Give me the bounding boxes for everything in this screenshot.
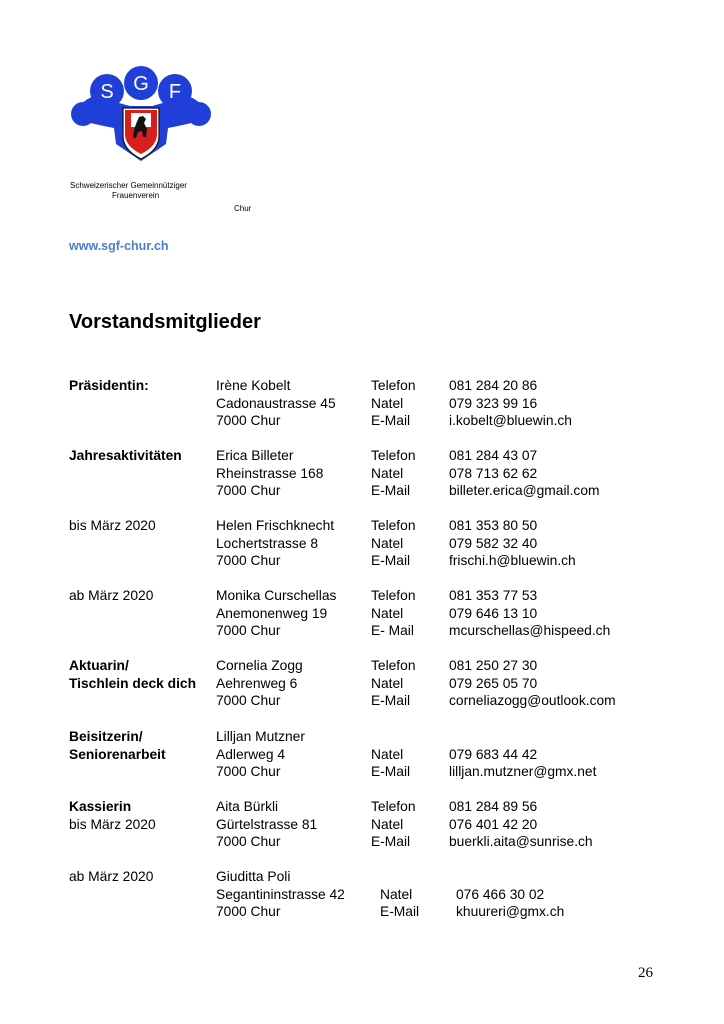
contact-value: lilljan.mutzner@gmx.net xyxy=(449,764,597,779)
website-link[interactable]: www.sgf-chur.ch xyxy=(69,239,169,253)
member-address-line: Monika Curschellas xyxy=(216,588,337,603)
role-label: Präsidentin: xyxy=(69,378,149,393)
role-label: bis März 2020 xyxy=(69,518,156,533)
member-address-line: Lochertstrasse 8 xyxy=(216,536,318,551)
logo-letter-s: S xyxy=(100,81,114,103)
member-address-line: 7000 Chur xyxy=(216,413,281,428)
contact-type-label: Telefon xyxy=(371,658,416,673)
member-address-line: Segantininstrasse 42 xyxy=(216,887,345,902)
contact-type-label: Natel xyxy=(371,747,404,762)
contact-type-label: E-Mail xyxy=(371,764,411,779)
member-address-line: Helen Frischknecht xyxy=(216,518,335,533)
contact-value: 081 284 89 56 xyxy=(449,799,538,814)
contact-value: frischi.h@bluewin.ch xyxy=(449,553,576,568)
member-address-line: Adlerweg 4 xyxy=(216,747,286,762)
member-address-line: Gürtelstrasse 81 xyxy=(216,817,318,832)
role-label: Kassierin xyxy=(69,799,132,814)
contact-type-label: Telefon xyxy=(371,588,416,603)
contact-type-label: Natel xyxy=(380,887,413,902)
role-label: Jahresaktivitäten xyxy=(69,448,182,463)
contact-value: corneliazogg@outlook.com xyxy=(449,693,616,708)
page-number: 26 xyxy=(638,965,653,981)
role-label: ab März 2020 xyxy=(69,588,154,603)
page-title: Vorstandsmitglieder xyxy=(69,311,261,333)
contact-value: mcurschellas@hispeed.ch xyxy=(449,623,611,638)
role-label: ab März 2020 xyxy=(69,869,154,884)
contact-type-label: E- Mail xyxy=(371,623,414,638)
member-address-line: 7000 Chur xyxy=(216,904,281,919)
contact-value: buerkli.aita@sunrise.ch xyxy=(449,834,593,849)
member-address-line: 7000 Chur xyxy=(216,553,281,568)
logo-letter-g: G xyxy=(133,73,149,95)
contact-type-label: Telefon xyxy=(371,378,416,393)
member-address-line: 7000 Chur xyxy=(216,623,281,638)
contact-value: 081 250 27 30 xyxy=(449,658,538,673)
contact-value: 079 683 44 42 xyxy=(449,747,538,762)
contact-type-label: Natel xyxy=(371,676,404,691)
contact-type-label: Telefon xyxy=(371,799,416,814)
member-address-line: Cornelia Zogg xyxy=(216,658,303,673)
contact-type-label: E-Mail xyxy=(371,693,411,708)
role-label: Aktuarin/ xyxy=(69,658,129,673)
member-address-line: Giuditta Poli xyxy=(216,869,291,884)
contact-type-label: E-Mail xyxy=(371,553,411,568)
contact-type-label: Natel xyxy=(371,466,404,481)
org-name-line2: Frauenverein xyxy=(112,191,160,200)
member-address-line: 7000 Chur xyxy=(216,764,281,779)
member-address-line: Erica Billeter xyxy=(216,448,294,463)
contact-value: 081 353 80 50 xyxy=(449,518,538,533)
contact-value: 079 582 32 40 xyxy=(449,536,538,551)
member-address-line: 7000 Chur xyxy=(216,483,281,498)
contact-type-label: E-Mail xyxy=(371,483,411,498)
member-address-line: Cadonaustrasse 45 xyxy=(216,396,336,411)
member-address-line: 7000 Chur xyxy=(216,693,281,708)
role-label: bis März 2020 xyxy=(69,817,156,832)
contact-value: khuureri@gmx.ch xyxy=(456,904,565,919)
contact-value: i.kobelt@bluewin.ch xyxy=(449,413,572,428)
contact-value: 079 323 99 16 xyxy=(449,396,538,411)
contact-type-label: Natel xyxy=(371,606,404,621)
contact-value: 081 353 77 53 xyxy=(449,588,538,603)
member-address-line: Irène Kobelt xyxy=(216,378,291,393)
contact-type-label: E-Mail xyxy=(380,904,420,919)
contact-type-label: Natel xyxy=(371,396,404,411)
contact-value: 081 284 43 07 xyxy=(449,448,538,463)
contact-value: 079 265 05 70 xyxy=(449,676,538,691)
org-name-line1: Schweizerischer Gemeinnütziger xyxy=(70,181,187,190)
role-label: Tischlein deck dich xyxy=(69,676,197,691)
contact-type-label: Telefon xyxy=(371,448,416,463)
member-address-line: Anemonenweg 19 xyxy=(216,606,328,621)
member-address-line: Aita Bürkli xyxy=(216,799,279,814)
contact-type-label: Natel xyxy=(371,817,404,832)
role-label: Beisitzerin/ xyxy=(69,729,143,744)
contact-value: 081 284 20 86 xyxy=(449,378,538,393)
contact-type-label: Telefon xyxy=(371,518,416,533)
role-label: Seniorenarbeit xyxy=(69,747,166,762)
contact-value: billeter.erica@gmail.com xyxy=(449,483,600,498)
sgf-logo xyxy=(70,66,212,166)
contact-value: 078 713 62 62 xyxy=(449,466,538,481)
member-address-line: 7000 Chur xyxy=(216,834,281,849)
contact-type-label: Natel xyxy=(371,536,404,551)
member-address-line: Lilljan Mutzner xyxy=(216,729,305,744)
member-address-line: Rheinstrasse 168 xyxy=(216,466,324,481)
contact-value: 076 466 30 02 xyxy=(456,887,545,902)
contact-value: 076 401 42 20 xyxy=(449,817,538,832)
contact-value: 079 646 13 10 xyxy=(449,606,538,621)
member-address-line: Aehrenweg 6 xyxy=(216,676,298,691)
org-city: Chur xyxy=(234,204,252,213)
contact-type-label: E-Mail xyxy=(371,834,411,849)
contact-type-label: E-Mail xyxy=(371,413,411,428)
logo-letter-f: F xyxy=(168,81,182,103)
